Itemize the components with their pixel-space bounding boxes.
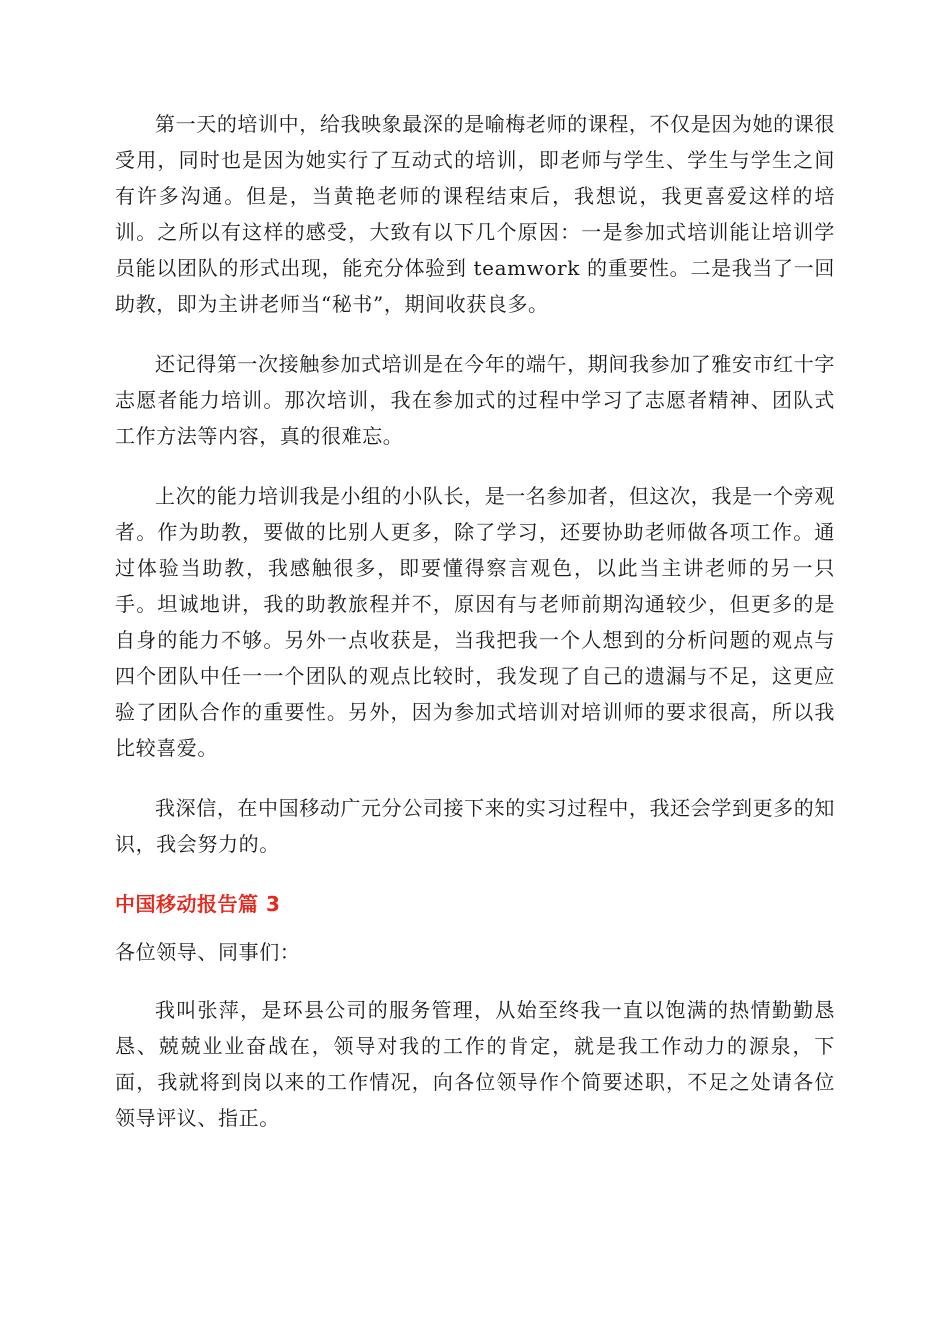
paragraph-conclusion: 我深信，在中国移动广元分公司接下来的实习过程中，我还会学到更多的知识，我会努力的。 <box>115 796 835 856</box>
paragraph-first-participation: 还记得第一次接触参加式培训是在今年的端午，期间我参加了雅安市红十字志愿者能力培训。那次培训，我在参加式的过程中学习了志愿者精神、团队式工作方法等内容，真的很难忘。 <box>115 352 835 448</box>
greeting-line: 各位领导、同事们： <box>115 940 301 964</box>
paragraph-self-introduction: 我叫张萍，是环县公司的服务管理，从始至终我一直以饱满的热情勤勤恳恳、兢兢业业奋战在，领导对我的工作的肯定，就是我工作动力的源泉，下面，我就将到岗以来的工作情况，向各位领导作个简要述职，不足之处请各位领导评议、指正。 <box>115 998 835 1130</box>
paragraph-assistant-experience: 上次的能力培训我是小组的小队长，是一名参加者，但这次，我是一个旁观者。作为助教，要做的比别人更多，除了学习，还要协助老师做各项工作。通过体验当助教，我感触很多，即要懂得察言观色，以此当主讲老师的另一只手。坦诚地讲，我的助教旅程并不，原因有与老师前期沟通较少，但更多的是自身的能力不够。另外一点收获是，当我把我一个人想到的分析问题的观点与四个团队中任一一个团队的观点比较时，我发现了自己的遗漏与不足，这更应验了团队合作的重要性。另外，因为参加式培训对培训师的要求很高，所以我比较喜爱。 <box>115 484 835 760</box>
paragraph-training-day-one: 第一天的培训中，给我映象最深的是喻梅老师的课程，不仅是因为她的课很受用，同时也是因为她实行了互动式的培训，即老师与学生、学生与学生之间有许多沟通。但是，当黄艳老师的课程结束后，我想说，我更喜爱这样的培训。之所以有这样的感受，大致有以下几个原因：一是参加式培训能让培训学员能以团队的形式出现，能充分体验到 teamwork 的重要性。二是我当了一回助教，即为主讲老师当“秘书”，期间收获良多。 <box>115 112 835 316</box>
document-body <box>115 106 835 1160</box>
section-heading: 中国移动报告篇 3 <box>115 892 281 916</box>
